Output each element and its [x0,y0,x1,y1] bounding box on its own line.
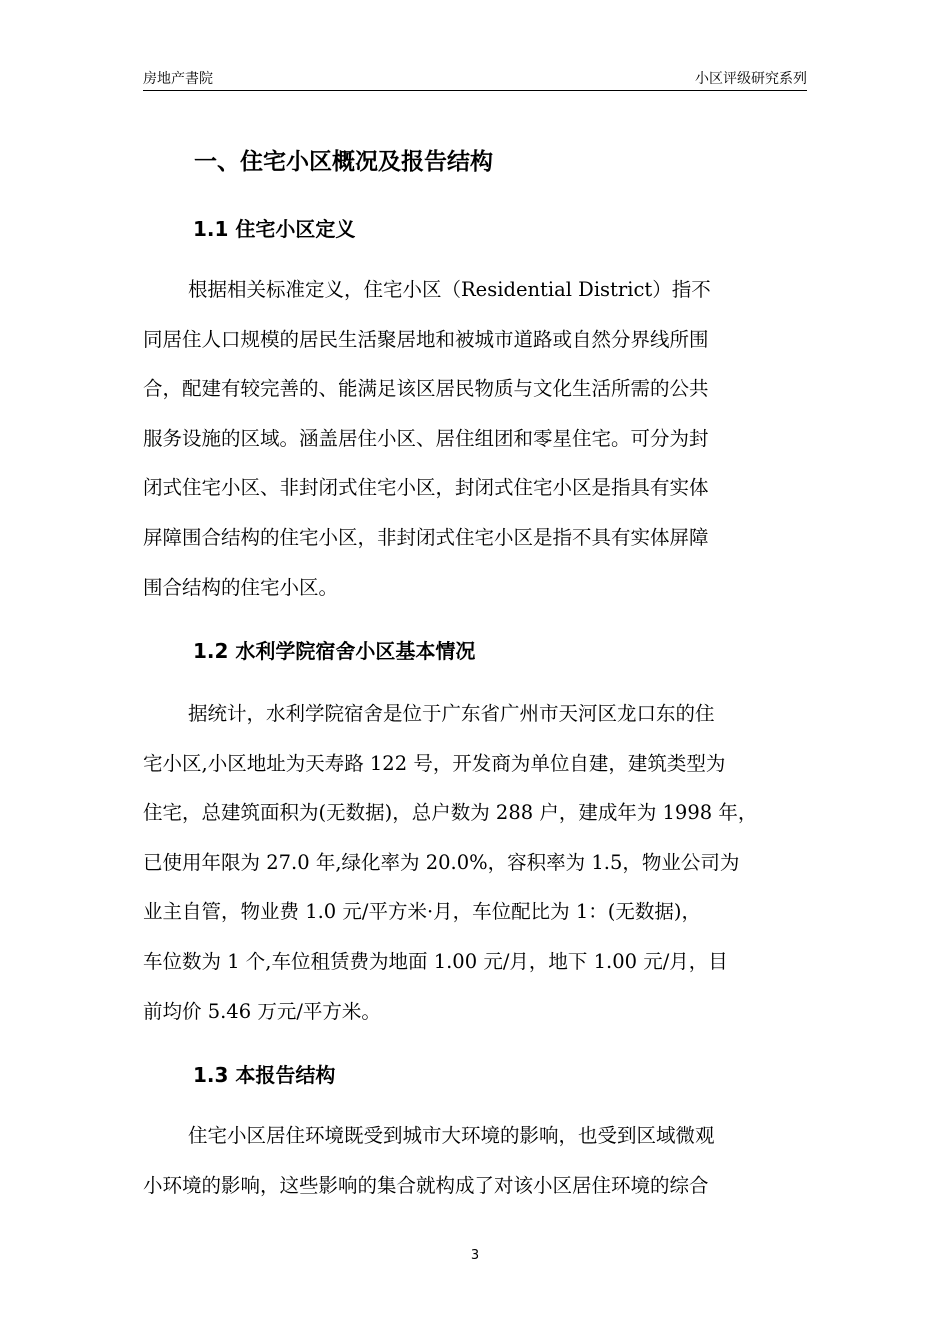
section-title: 一、住宅小区概况及报告结构 [194,149,493,175]
paragraph-1-3 [143,1111,807,1210]
paragraph-line: 住宅小区居住环境既受到城市大环境的影响，也受到区域微观 [188,1124,715,1147]
paragraph-line: 屏障围合结构的住宅小区，非封闭式住宅小区是指不具有实体屏障 [143,525,709,549]
header-publisher: 房地产書院 [143,71,213,87]
heading-1-1: 1.1 住宅小区定义 [193,217,356,241]
paragraph-line: 合，配建有较完善的、能满足该区居民物质与文化生活所需的公共 [143,377,709,401]
paragraph-line: 已使用年限为 27.0 年,绿化率为 20.0%，容积率为 1.5，物业公司为 [143,850,740,874]
paragraph-line: 小环境的影响，这些影响的集合就构成了对该小区居住环境的综合 [143,1173,709,1197]
paragraph-line: 同居住人口规模的居民生活聚居地和被城市道路或自然分界线所围 [143,327,709,351]
paragraph-line: 业主自管，物业费 1.0 元/平方米·月，车位配比为 1：(无数据)， [143,900,701,924]
paragraph-line: 围合结构的住宅小区。 [143,575,339,599]
paragraph-line: 据统计，水利学院宿舍是位于广东省广州市天河区龙口东的住 [188,702,715,725]
heading-1-2: 1.2 水利学院宿舍小区基本情况 [193,639,476,663]
paragraph-line: 闭式住宅小区、非封闭式住宅小区，封闭式住宅小区是指具有实体 [143,476,709,500]
paragraph-line: 宅小区,小区地址为天寿路 122 号，开发商为单位自建，建筑类型为 [143,751,726,775]
paragraph-line: 前均价 5.46 万元/平方米。 [143,999,381,1023]
paragraph-1-1 [143,265,807,612]
paragraph-1-2 [143,689,807,1036]
page-header [143,64,807,91]
paragraph-line: 住宅，总建筑面积为(无数据)，总户数为 288 户，建成年为 1998 年， [143,801,758,825]
paragraph-line: 根据相关标准定义，住宅小区（Residential District）指不 [188,278,711,301]
paragraph-line: 车位数为 1 个,车位租赁费为地面 1.00 元/月，地下 1.00 元/月，目 [143,949,728,973]
heading-1-3: 1.3 本报告结构 [193,1063,336,1087]
header-series-title: 小区评级研究系列 [695,71,807,87]
paragraph-line: 服务设施的区域。涵盖居住小区、居住组团和零星住宅。可分为封 [143,426,709,450]
page-number: 3 [470,1248,480,1263]
